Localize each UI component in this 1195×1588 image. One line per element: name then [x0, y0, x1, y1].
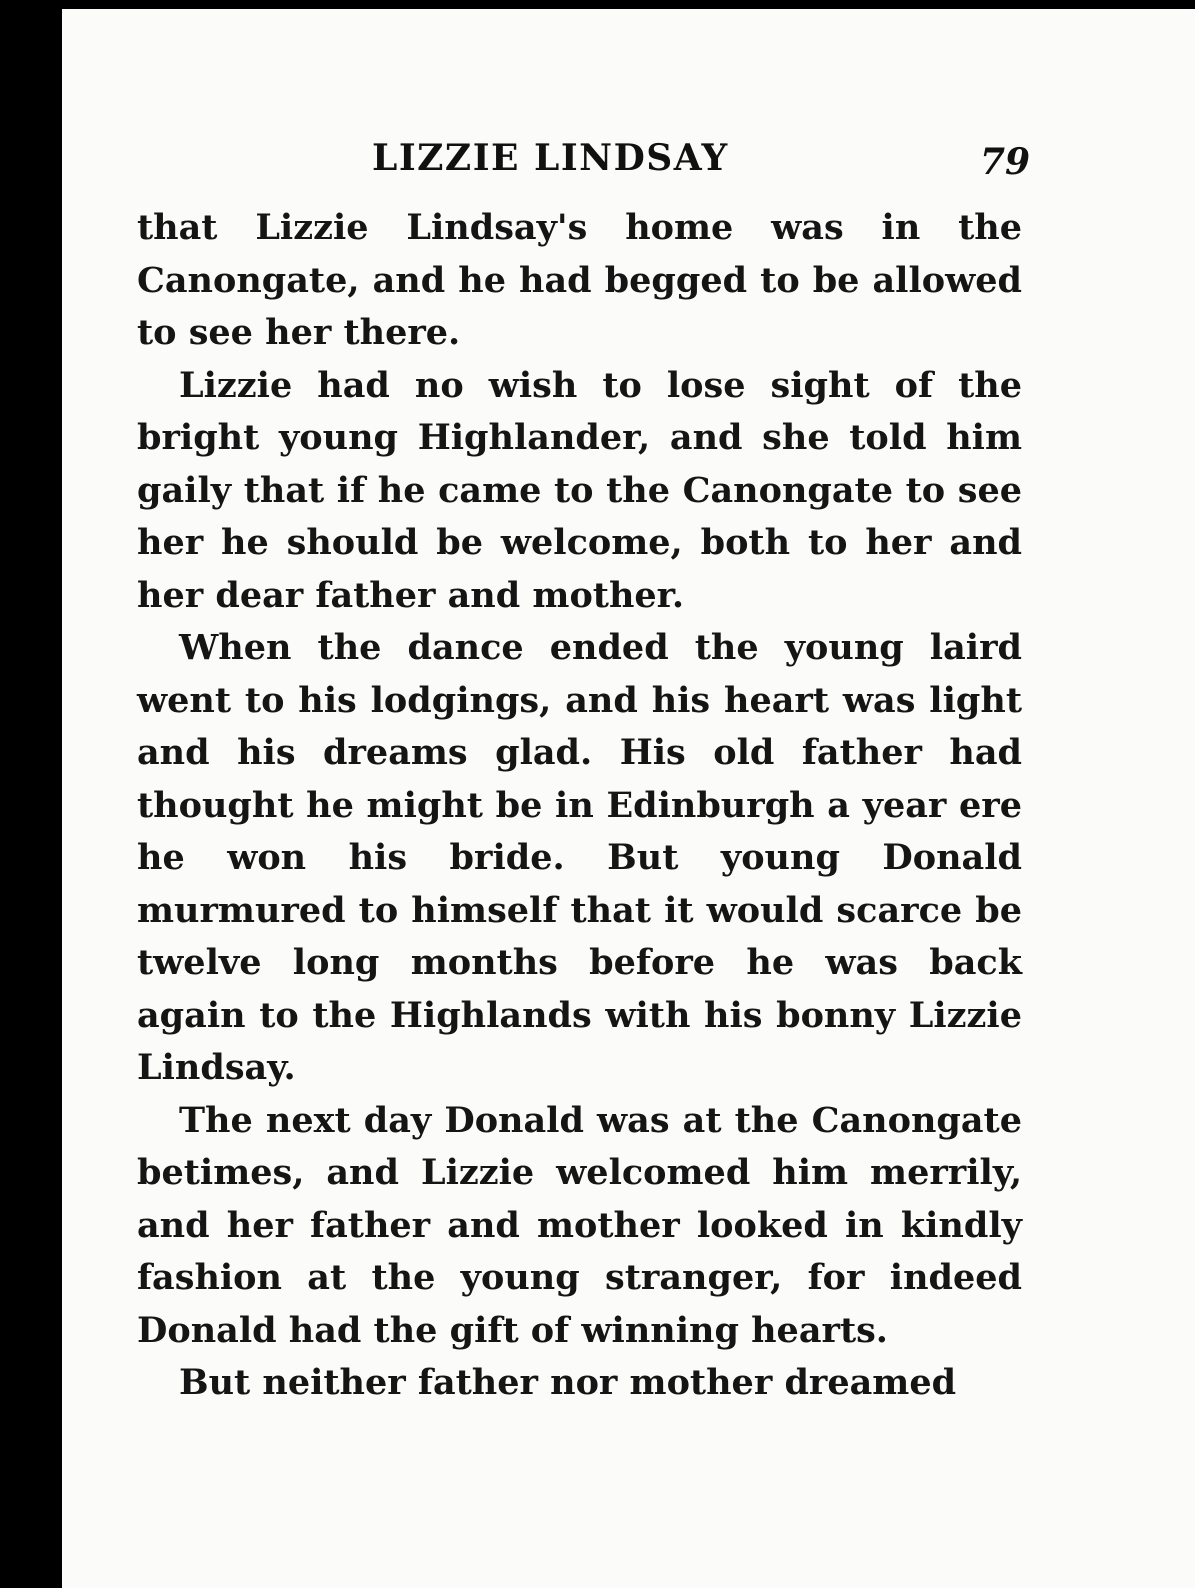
paragraph: The next day Donald was at the Canongate betimes, and Lizzie welcomed him merrily, and her father and mother looked in kindly fashion at the young stranger, for indeed Donald had the gift of winning hearts. — [137, 1099, 1022, 1351]
paragraph: But neither father nor mother dreamed — [179, 1362, 957, 1403]
scan-border-top — [62, 0, 1195, 9]
scan-border-left — [0, 0, 62, 1588]
running-header — [62, 137, 1195, 187]
paragraph-continued: that Lizzie Lindsay's home was in the Canongate, and he had begged to be allowed to see her there. — [137, 207, 1022, 353]
book-page — [62, 9, 1195, 1588]
paragraph: When the dance ended the young laird went to his lodgings, and his heart was light and his dreams glad. His old father had thought he might be in Edinburgh a year ere he won his bride. But young Donald murmured to himself that it would scarce be twelve long months before he was back again to the Highlands with his bonny Lizzie Lindsay. — [137, 627, 1022, 1088]
paragraph: Lizzie had no wish to lose sight of the bright young Highlander, and she told him gaily that if he came to the Canongate to see her he should be welcome, both to her and her dear father and mother. — [137, 364, 1022, 616]
running-title: LIZZIE LINDSAY — [372, 137, 729, 179]
page-number: 79 — [980, 141, 1031, 183]
body-text — [137, 202, 1022, 1410]
